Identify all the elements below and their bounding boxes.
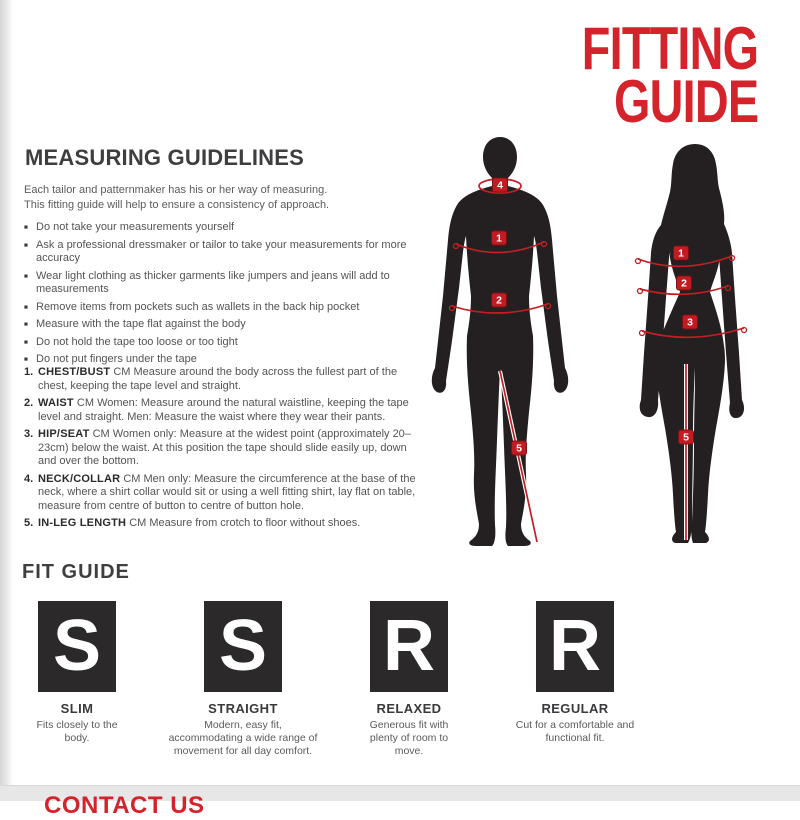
fit-caption-straight <box>155 701 331 758</box>
fit-letter-box-relaxed <box>370 601 448 692</box>
item-term: HIP/SEAT <box>38 428 90 440</box>
body-measurement-diagram <box>408 128 790 570</box>
female-marker-bust <box>674 246 689 260</box>
item-number: 3. <box>24 428 34 440</box>
item-term: IN-LEG LENGTH <box>38 517 127 529</box>
bullet-text: Ask a professional dressmaker or tailor to take your measurements for more accuracy <box>36 238 407 264</box>
item-term: NECK/COLLAR <box>38 472 121 485</box>
bullet-square-icon: ■ <box>24 321 28 328</box>
measure-item-hip <box>24 428 426 469</box>
bullet-item <box>24 301 418 315</box>
fit-guide-heading: FIT GUIDE <box>22 561 130 583</box>
bullet-square-icon: ■ <box>24 303 28 311</box>
item-unit: CM <box>129 517 147 529</box>
measure-item-neck <box>24 473 426 514</box>
guideline-bullet-list <box>24 221 418 371</box>
svg-text:2: 2 <box>681 277 687 290</box>
item-term: CHEST/BUST <box>38 366 111 378</box>
measure-item-inleg <box>24 517 426 531</box>
item-number: 5. <box>24 517 34 529</box>
fit-letter-box-slim <box>38 601 116 692</box>
item-number: 4. <box>24 472 34 485</box>
fit-caption-slim <box>0 701 165 745</box>
contact-us-heading: CONTACT US <box>44 792 205 819</box>
fit-letter: R <box>383 606 435 686</box>
svg-text:1: 1 <box>678 247 684 260</box>
svg-text:5: 5 <box>683 431 689 444</box>
item-desc: Measure from crotch to floor without shoes. <box>149 517 361 529</box>
fit-name: REGULAR <box>541 701 609 716</box>
bullet-item <box>24 239 418 266</box>
svg-text:2: 2 <box>496 294 502 307</box>
measuring-guidelines-heading: MEASURING GUIDELINES <box>25 145 305 170</box>
intro-line-2: This fitting guide will help to ensure a consistency of approach. <box>24 199 330 211</box>
bullet-text: Wear light clothing as thicker garments like jumpers and jeans will add to measurements <box>36 269 390 295</box>
bullet-square-icon: ■ <box>24 224 28 231</box>
svg-text:4: 4 <box>497 179 503 192</box>
fit-caption-regular <box>487 701 663 745</box>
bullet-item <box>24 221 418 235</box>
female-marker-hip <box>683 315 698 329</box>
fit-letter-box-straight <box>204 601 282 692</box>
page-edge-shadow <box>0 0 13 800</box>
page-title <box>532 15 758 135</box>
female-body-shape <box>640 144 744 543</box>
bullet-item <box>24 318 418 332</box>
measurement-definition-list <box>24 366 426 535</box>
title-line-2: GUIDE <box>613 68 758 135</box>
male-marker-inleg <box>512 441 527 455</box>
bullet-item <box>24 353 418 367</box>
measure-item-waist <box>24 397 426 424</box>
item-unit: CM <box>113 366 131 378</box>
svg-text:5: 5 <box>516 442 522 455</box>
fit-desc: Modern, easy fit, accommodating a wide range of movement for all day comfort. <box>168 719 318 757</box>
bullet-square-icon: ■ <box>24 241 28 249</box>
bullet-text: Do not hold the tape too loose or too tight <box>36 335 238 348</box>
bullet-text: Do not take your measurements yourself <box>36 221 235 233</box>
footer-band <box>0 785 800 819</box>
bullet-square-icon: ■ <box>24 356 28 363</box>
fit-name: STRAIGHT <box>208 701 278 716</box>
fit-letter: S <box>218 606 268 686</box>
fit-letter: S <box>52 606 102 686</box>
bullet-square-icon: ■ <box>24 338 28 346</box>
bullet-text: Measure with the tape flat against the body <box>36 318 246 330</box>
fit-name: RELAXED <box>376 701 442 716</box>
female-marker-waist <box>677 276 692 290</box>
bullet-item <box>24 336 418 350</box>
fit-desc: Fits closely to the body. <box>36 719 118 744</box>
intro-line-1: Each tailor and patternmaker has his or her way of measuring. <box>24 184 328 196</box>
item-number: 2. <box>24 397 34 409</box>
male-marker-neck <box>493 178 508 192</box>
female-silhouette <box>640 144 744 543</box>
male-marker-chest <box>492 231 507 245</box>
fit-desc: Generous fit with plenty of room to move. <box>369 719 449 757</box>
fit-letter-box-regular <box>536 601 614 692</box>
item-desc: Women only: Measure at the widest point (approximately 20–23cm) below the waist. At this position the tape should slide easily up, down and over the bottom. <box>38 428 411 467</box>
male-silhouette <box>432 137 568 546</box>
item-desc: Women: Measure around the natural waistline, keeping the tape level and straight. Men: Measure the waist where they wear their pants. <box>38 397 409 423</box>
item-desc: Men only: Measure the circumference at the base of the neck, where a shirt collar would sit or using a well fitting shirt, lay flat on table, measure from centre of button to centre of button hole. <box>38 472 416 512</box>
male-body-shape <box>432 137 568 546</box>
fit-name: SLIM <box>60 701 94 716</box>
item-unit: CM <box>76 397 95 409</box>
bullet-text: Remove items from pockets such as wallets in the back hip pocket <box>36 300 360 313</box>
item-term: WAIST <box>38 397 74 409</box>
fit-letter: R <box>549 606 601 686</box>
bullet-square-icon: ■ <box>24 272 28 280</box>
bullet-text: Do not put fingers under the tape <box>36 353 197 365</box>
item-number: 1. <box>24 366 34 378</box>
svg-text:3: 3 <box>687 316 693 329</box>
item-unit: CM <box>92 428 110 440</box>
intro-paragraph <box>24 183 408 213</box>
item-desc: Measure around the body across the fullest part of the chest, keeping the tape level and straight. <box>38 366 398 392</box>
item-unit: CM <box>123 472 141 485</box>
bullet-item <box>24 270 418 297</box>
male-marker-waist <box>492 293 507 307</box>
fit-caption-relaxed <box>321 701 497 758</box>
female-marker-inleg <box>679 430 694 444</box>
svg-text:1: 1 <box>496 232 502 245</box>
measure-item-chest <box>24 366 426 393</box>
fit-desc: Cut for a comfortable and functional fit. <box>515 719 635 744</box>
title-line-1: FITTING <box>581 15 758 82</box>
